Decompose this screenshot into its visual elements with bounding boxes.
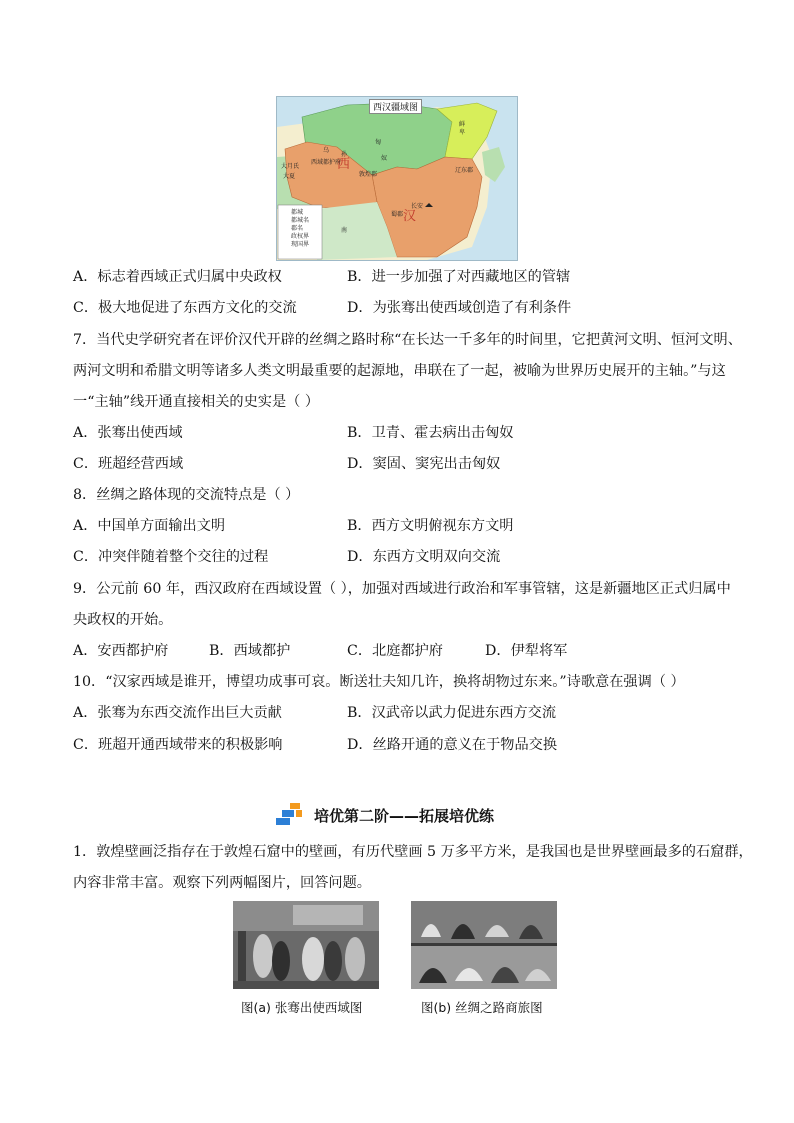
q8-option-c: C．冲突伴随着整个交往的过程 [73,549,269,565]
q6-option-c: C．极大地促进了东西方文化的交流 [73,300,297,316]
section-stairs-icon [276,803,310,827]
map-label-xiongnu-b: 奴 [381,155,388,162]
q10-option-b: B．汉武帝以武力促进东西方交流 [347,705,557,721]
q9-stem-line-1: 9．公元前 60 年，西汉政府在西域设置（ ），加强对西域进行政治和军事管辖，这是新疆地区正式归属中 [73,581,731,597]
q8-option-d: D．东西方文明双向交流 [347,549,501,565]
q7-option-d: D．窦固、窦宪出击匈奴 [347,456,501,472]
map-label-xi: 西 [337,157,351,172]
figure-a-drawing [233,901,379,989]
p1-stem-line-2: 内容非常丰富。观察下列两幅图片，回答问题。 [73,875,371,891]
q9-option-d: D．伊犁将军 [485,643,568,659]
section-title: 培优第二阶——拓展培优练 [314,807,495,825]
q7-stem-line-1: 7．当代史学研究者在评价汉代开辟的丝绸之路时称“在长达一千多年的时间里，它把黄河文明、恒河文明、 [73,332,742,348]
figure-a-caption: 图(a) 张骞出使西域图 [241,1000,363,1015]
q9-option-a: A．安西都护府 [73,643,169,659]
q10-option-c: C．班超开通西域带来的积极影响 [73,737,283,753]
q6-option-a: A．标志着西域正式归属中央政权 [73,269,282,285]
q7-option-a: A．张骞出使西域 [73,425,183,441]
map-label-dayuezhi: 大月氏 [281,163,300,170]
map-label-xiongnu-a: 匈 [375,139,382,146]
p1-stem-line-1: 1．敦煌壁画泛指存在于敦煌石窟中的壁画，有历代壁画 5 万多平方米，是我国也是世界壁画最多的石窟群， [73,844,753,860]
map-title: 西汉疆域图 [369,99,422,114]
map-legend-1: 都城 [291,209,304,216]
western-han-territory-map [276,96,518,261]
map-label-daxia: 大夏 [283,173,296,180]
q6-option-d: D．为张骞出使西域创造了有利条件 [347,300,572,316]
map-label-han: 汉 [403,209,417,224]
q10-option-d: D．丝路开通的意义在于物品交换 [347,737,558,753]
map-legend-2: 都城名 [291,217,310,224]
map-legend-3: 郡名 [291,225,304,232]
q9-option-b: B．西域都护 [209,643,291,659]
figure-a-mural-image [233,901,379,989]
map-legend-4: 政权界 [291,233,310,240]
q8-option-a: A．中国单方面输出文明 [73,518,226,534]
q6-option-b: B．进一步加强了对西藏地区的管辖 [347,269,571,285]
figure-b-mural-image [411,901,557,989]
q7-option-c: C．班超经营西域 [73,456,184,472]
map-label-xiyu-duhufu: 西域都护府 [311,159,342,166]
map-label-nan: 南 [341,227,348,234]
map-drawing [277,97,517,260]
figure-b-drawing [411,901,557,989]
q8-stem: 8．丝绸之路体现的交流特点是（ ） [73,487,300,503]
q10-option-a: A．张骞为东西交流作出巨大贡献 [73,705,282,721]
map-label-shu: 蜀郡 [391,211,404,218]
q9-stem-line-2: 央政权的开始。 [73,612,173,628]
q7-option-b: B．卫青、霍去病出击匈奴 [347,425,514,441]
map-label-xianbei-a: 鲜 [459,121,466,128]
map-label-liaodong: 辽东郡 [455,167,474,174]
q7-stem-line-2: 两河文明和希腊文明等诸多人类文明最重要的起源地，串联在了一起，被喻为世界历史展开的主轴。”与这 [73,363,726,379]
map-label-wusun-a: 乌 [323,147,330,154]
q7-stem-line-3: 一“主轴”线开通直接相关的史实是（ ） [73,394,320,410]
map-label-wusun-b: 孙 [341,151,348,158]
q8-option-b: B．西方文明俯视东方文明 [347,518,514,534]
map-label-dunhuang: 敦煌郡 [359,171,378,178]
map-label-xianbei-b: 卑 [459,129,466,136]
map-legend-5: 现国界 [291,241,310,248]
map-label-changan: 长安 [411,203,424,210]
q10-stem: 10．“汉家西域是谁开，博望功成事可哀。断送壮夫知几许，换将胡物过东来。”诗歌意在强调（ ） [73,674,685,690]
figure-b-caption: 图(b) 丝绸之路商旅图 [421,1000,543,1015]
q9-option-c: C．北庭都护府 [347,643,443,659]
